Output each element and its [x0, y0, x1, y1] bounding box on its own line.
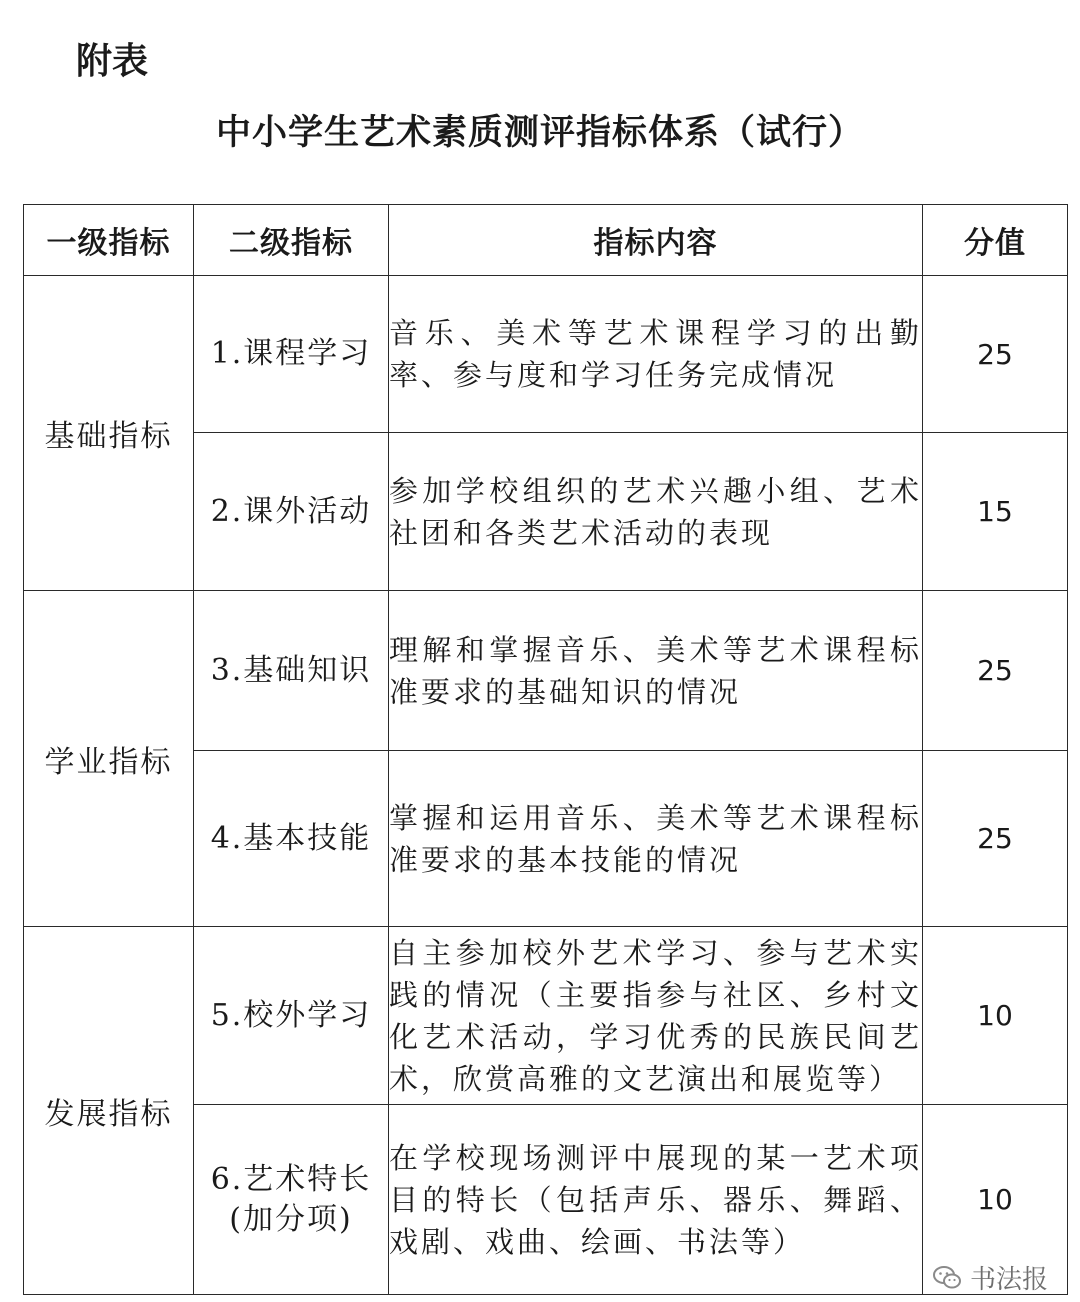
level2-cell	[194, 1105, 389, 1295]
level1-cell: 学业指标	[24, 591, 194, 927]
column-header-score: 分值	[923, 205, 1068, 276]
level2-cell: 3.基础知识	[194, 591, 389, 751]
content-cell: 掌握和运用音乐、美术等艺术课程标准要求的基本技能的情况	[389, 751, 923, 927]
level1-cell: 发展指标	[24, 927, 194, 1295]
column-header-content: 指标内容	[389, 205, 923, 276]
score-cell: 25	[923, 591, 1068, 751]
score-cell: 15	[923, 433, 1068, 591]
document-title: 中小学生艺术素质测评指标体系（试行）	[215, 113, 864, 153]
column-header-level2: 二级指标	[194, 205, 389, 276]
level2-cell: 5.校外学习	[194, 927, 389, 1105]
content-cell: 在学校现场测评中展现的某一艺术项目的特长（包括声乐、器乐、舞蹈、戏剧、戏曲、绘画、书法等）	[389, 1105, 923, 1295]
level2-note: (加分项)	[229, 1201, 353, 1237]
score-cell: 25	[923, 276, 1068, 433]
wechat-icon	[932, 1265, 962, 1291]
content-cell: 理解和掌握音乐、美术等艺术课程标准要求的基础知识的情况	[389, 591, 923, 751]
table-row	[24, 276, 1068, 433]
score-cell: 25	[923, 751, 1068, 927]
score-cell: 10	[923, 927, 1068, 1105]
column-header-level1: 一级指标	[24, 205, 194, 276]
level2-label: 6.艺术特长	[210, 1161, 372, 1197]
index-table	[23, 204, 1068, 1295]
content-cell: 自主参加校外艺术学习、参与艺术实践的情况（主要指参与社区、乡村文化艺术活动，学习优秀的民族民间艺术，欣赏高雅的文艺演出和展览等）	[389, 927, 923, 1105]
attachment-label: 附表	[76, 41, 149, 82]
level2-cell: 1.课程学习	[194, 276, 389, 433]
level1-cell: 基础指标	[24, 276, 194, 591]
level2-cell: 2.课外活动	[194, 433, 389, 591]
table-row	[24, 591, 1068, 751]
content-cell: 音乐、美术等艺术课程学习的出勤率、参与度和学习任务完成情况	[389, 276, 923, 433]
source-watermark	[932, 1259, 1048, 1296]
level2-cell: 4.基本技能	[194, 751, 389, 927]
table-header-row	[24, 205, 1068, 276]
table-row	[24, 927, 1068, 1105]
content-cell: 参加学校组织的艺术兴趣小组、艺术社团和各类艺术活动的表现	[389, 433, 923, 591]
score-cell: 10	[923, 1105, 1068, 1295]
watermark-text: 书法报	[969, 1265, 1048, 1295]
